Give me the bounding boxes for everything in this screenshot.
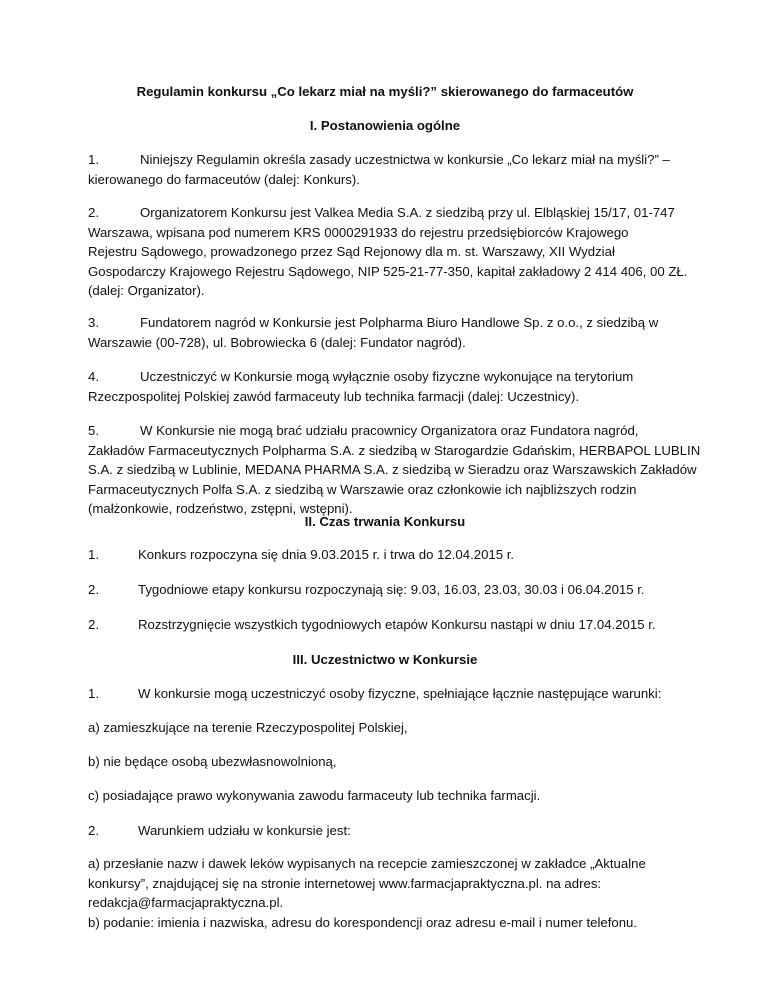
paragraph-line: Zakładów Farmaceutycznych Polpharma S.A. z siedzibą w Starogardzie Gdańskim, HERBAPOL LUBLIN [88,442,701,458]
paragraph-line: b) podanie: imienia i nazwiska, adresu do korespondencji oraz adresu e-mail i numer telefonu. [88,914,638,930]
list-item [88,580,688,600]
paragraph-line: Organizatorem Konkursu jest Valkea Media S.A. z siedzibą przy ul. Elbląskiej 15/17, 01-747 [140,205,675,220]
paragraph-line: W Konkursie nie mogą brać udziału pracownicy Organizatora oraz Fundatora nagród, [140,423,639,438]
section-heading: I. Postanowienia ogólne [309,118,461,133]
list-item: a) zamieszkujące na terenie Rzeczypospolitej Polskiej, [88,720,408,735]
list-item: b) nie będące osobą ubezwłasnowolnioną, [88,754,337,769]
paragraph-line: Niniejszy Regulamin określa zasady uczestnictwa w konkursie „Co lekarz miał na myśli?” – [140,152,670,167]
paragraph-line: Fundatorem nagród w Konkursie jest Polpharma Biuro Handlowe Sp. z o.o., z siedzibą w [140,315,659,330]
list-item [88,545,688,565]
paragraph-line: (dalej: Organizator). [88,283,205,298]
paragraph-number: 3. [88,315,99,330]
paragraph-line: Uczestniczyć w Konkursie mogą wyłącznie osoby fizyczne wykonujące na terytorium [140,369,634,384]
paragraph-line: Rzeczpospolitej Polskiej zawód farmaceuty lub technika farmacji (dalej: Uczestnicy). [88,388,580,404]
paragraph-number: 1. [88,152,99,167]
list-item [88,821,688,841]
list-item: c) posiadające prawo wykonywania zawodu farmaceuty lub technika farmacji. [88,788,541,803]
paragraph-line: (małżonkowie, rodzeństwo, zstępni, wstępni). [88,501,353,516]
list-item [88,615,688,635]
section-heading: III. Uczestnictwo w Konkursie [292,652,478,667]
paragraph-line: redakcja@farmacjapraktyczna.pl. [88,895,284,910]
paragraph-line: konkursy”, znajdującej się na stronie internetowej www.farmacjapraktyczna.pl. na adres: [88,875,602,891]
paragraph [88,313,688,352]
paragraph-number: 5. [88,423,99,438]
paragraph [88,421,701,519]
document-title: Regulamin konkursu „Co lekarz miał na myśli?” skierowanego do farmaceutów [136,84,634,99]
paragraph-number: 2. [88,617,99,632]
paragraph-text: Rozstrzygnięcie wszystkich tygodniowych etapów Konkursu nastąpi w dniu 17.04.2015 r. [138,617,656,632]
paragraph-number: 2. [88,205,99,220]
paragraph-number: 2. [88,582,99,597]
paragraph-line: Farmaceutycznych Polfa S.A. z siedzibą w Warszawie oraz członkowie ich najbliższych rodzin [88,481,637,497]
paragraph-text: Tygodniowe etapy konkursu rozpoczynają się: 9.03, 16.03, 23.03, 30.03 i 06.04.2015 r. [138,582,645,597]
paragraph [88,854,688,932]
paragraph-line: a) przesłanie nazw i dawek leków wypisanych na recepcie zamieszczonej w zakładce „Aktualne [88,856,646,871]
paragraph-number: 2. [88,823,99,838]
paragraph-line: S.A. z siedzibą w Lublinie, MEDANA PHARMA S.A. z siedzibą w Sieradzu oraz Warszawskich Zakładów [88,462,697,477]
paragraph [88,203,688,301]
paragraph [88,367,688,406]
paragraph-text: W konkursie mogą uczestniczyć osoby fizyczne, spełniające łącznie następujące warunki: [138,686,662,701]
section-heading: II. Czas trwania Konkursu [304,514,466,529]
paragraph-number: 1. [88,686,99,701]
paragraph-text: Konkurs rozpoczyna się dnia 9.03.2015 r. i trwa do 12.04.2015 r. [138,547,515,562]
paragraph-line: Warszawa, wpisana pod numerem KRS 0000291933 do rejestru przedsiębiorców Krajowego [88,224,629,240]
paragraph-line: Rejestru Sądowego, prowadzonego przez Sąd Rejonowy dla m. st. Warszawy, XII Wydział [88,244,615,259]
list-item [88,684,688,704]
paragraph-line: Warszawie (00-728), ul. Bobrowiecka 6 (dalej: Fundator nagród). [88,334,466,350]
paragraph-line: Gospodarczy Krajowego Rejestru Sądowego, NIP 525-21-77-350, kapitał zakładowy 2 414 406, 00 ZŁ. [88,263,688,279]
paragraph-number: 1. [88,547,99,562]
paragraph-number: 4. [88,369,99,384]
paragraph [88,150,688,189]
paragraph-text: Warunkiem udziału w konkursie jest: [138,823,351,838]
paragraph-line: kierowanego do farmaceutów (dalej: Konkurs). [88,171,360,187]
